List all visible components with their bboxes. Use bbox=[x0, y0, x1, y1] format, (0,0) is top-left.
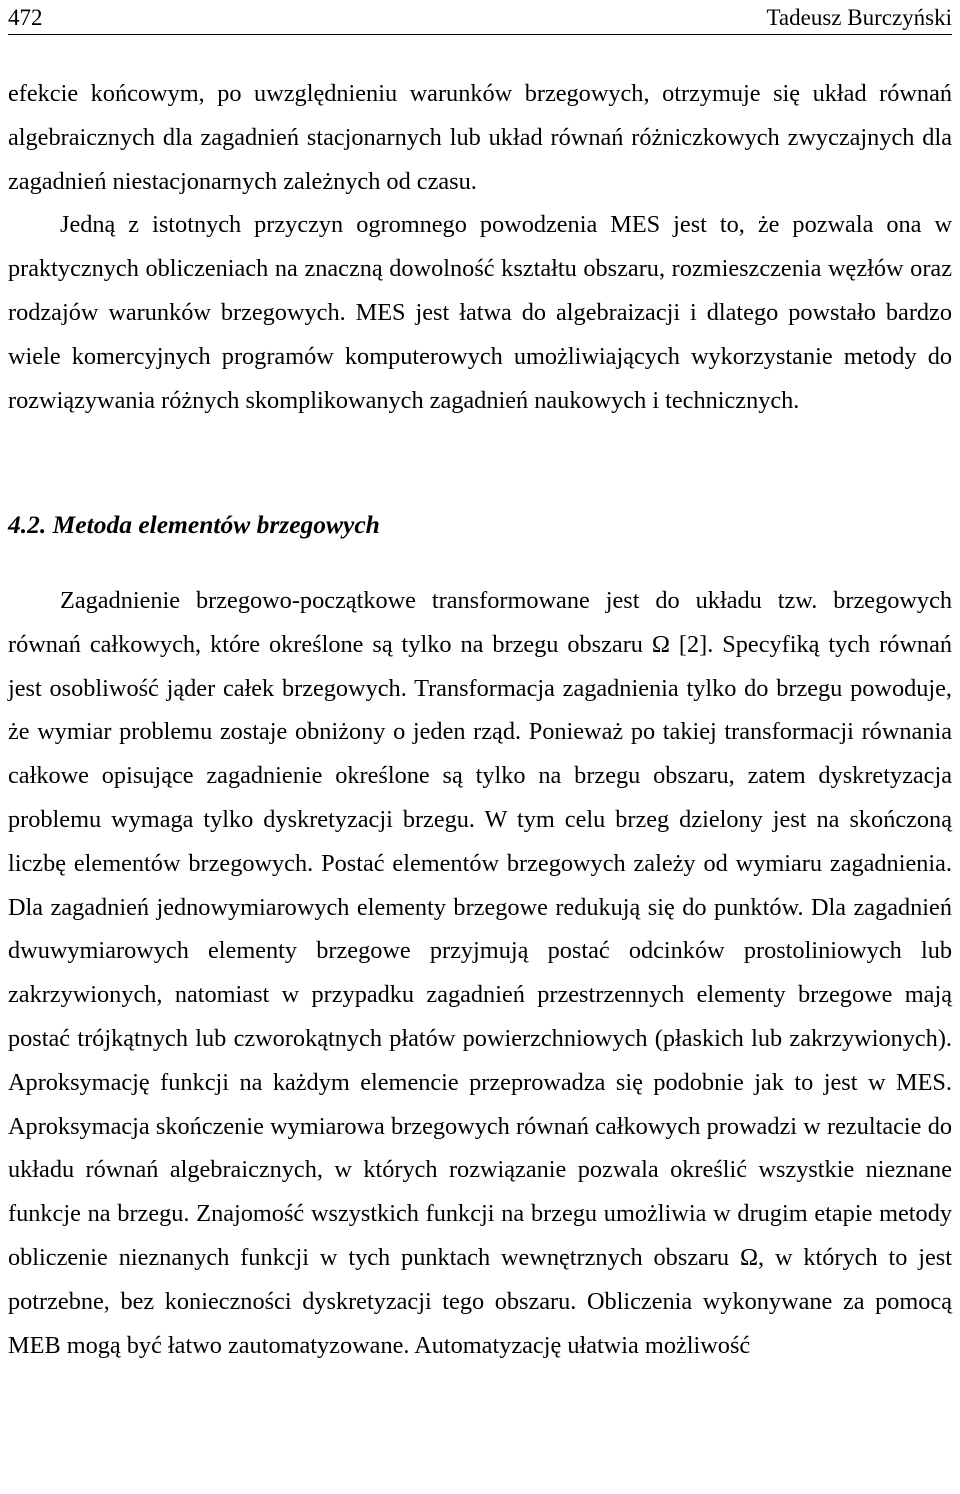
running-header-author: Tadeusz Burczyński bbox=[766, 5, 952, 30]
paragraph: Zagadnienie brzegowo-początkowe transformowane jest do układu tzw. brzegowych równań całkowych, które określone są tylko na brzegu obszaru Ω [2]. Specyfiką tych równań jest osobliwość jąder całek brzegowych. Transformacja zagadnienia tylko do brzegu powoduje, że wymiar problemu zostaje obniżony o jeden rząd. Ponieważ po takiej transformacji równania całkowe opisujące zagadnienie określone są tylko na brzegu obszaru, zatem dyskretyzacja problemu wymaga tylko dyskretyzacji brzegu. W tym celu brzeg dzielony jest na skończoną liczbę elementów brzegowych. Postać elementów brzegowych zależy od wymiaru zagadnienia. Dla zagadnień jednowymiarowych elementy brzegowe redukują się do punktów. Dla zagadnień dwuwymiarowych elementy brzegowe przyjmują postać odcinków prostoliniowych lub zakrzywionych, natomiast w przypadku zagadnień przestrzennych elementy brzegowe mają postać trójkątnych lub czworokątnych płatów powierzchniowych (płaskich lub zakrzywionych). Aproksymację funkcji na każdym elemencie przeprowadza się podobnie jak to jest w MES. Aproksymacja skończenie wymiarowa brzegowych równań całkowych prowadzi w rezultacie do układu równań algebraicznych, w których rozwiązanie pozwala określić wszystkie nieznane funkcje na brzegu. Znajomość wszystkich funkcji na brzegu umożliwia w drugim etapie metody obliczenie nieznanych funkcji w tych punktach wewnętrznych obszaru Ω, w których to jest potrzebne, bez konieczności dyskretyzacji tego obszaru. Obliczenia wykonywane za pomocą MEB mogą być łatwo zautomatyzowane. Automatyzację ułatwia możliwość bbox=[8, 587, 952, 1359]
page-number: 472 bbox=[8, 5, 43, 30]
paragraph: Jedną z istotnych przyczyn ogromnego powodzenia MES jest to, że pozwala ona w praktycznych obliczeniach na znaczną dowolność kształtu obszaru, rozmieszczenia węzłów oraz rodzajów warunków brzegowych. MES jest łatwa do algebraizacji i dlatego powstało bardzo wiele komercyjnych programów komputerowych umożliwiających wykorzystanie metody do rozwiązywania różnych skomplikowanych zagadnień naukowych i technicznych. bbox=[8, 211, 952, 414]
paragraph-continuation: efekcie końcowym, po uwzględnieniu warunków brzegowych, otrzymuje się układ równań algebraicznych dla zagadnień stacjonarnych lub układ równań różniczkowych zwyczajnych dla zagadnień niestacjonarnych zależnych od czasu. bbox=[8, 80, 952, 195]
paragraph-block-2 bbox=[8, 579, 952, 1367]
paragraph-block-1 bbox=[8, 72, 952, 422]
section-heading: 4.2. Metoda elementów brzegowych bbox=[8, 510, 380, 539]
running-header bbox=[8, 4, 952, 35]
